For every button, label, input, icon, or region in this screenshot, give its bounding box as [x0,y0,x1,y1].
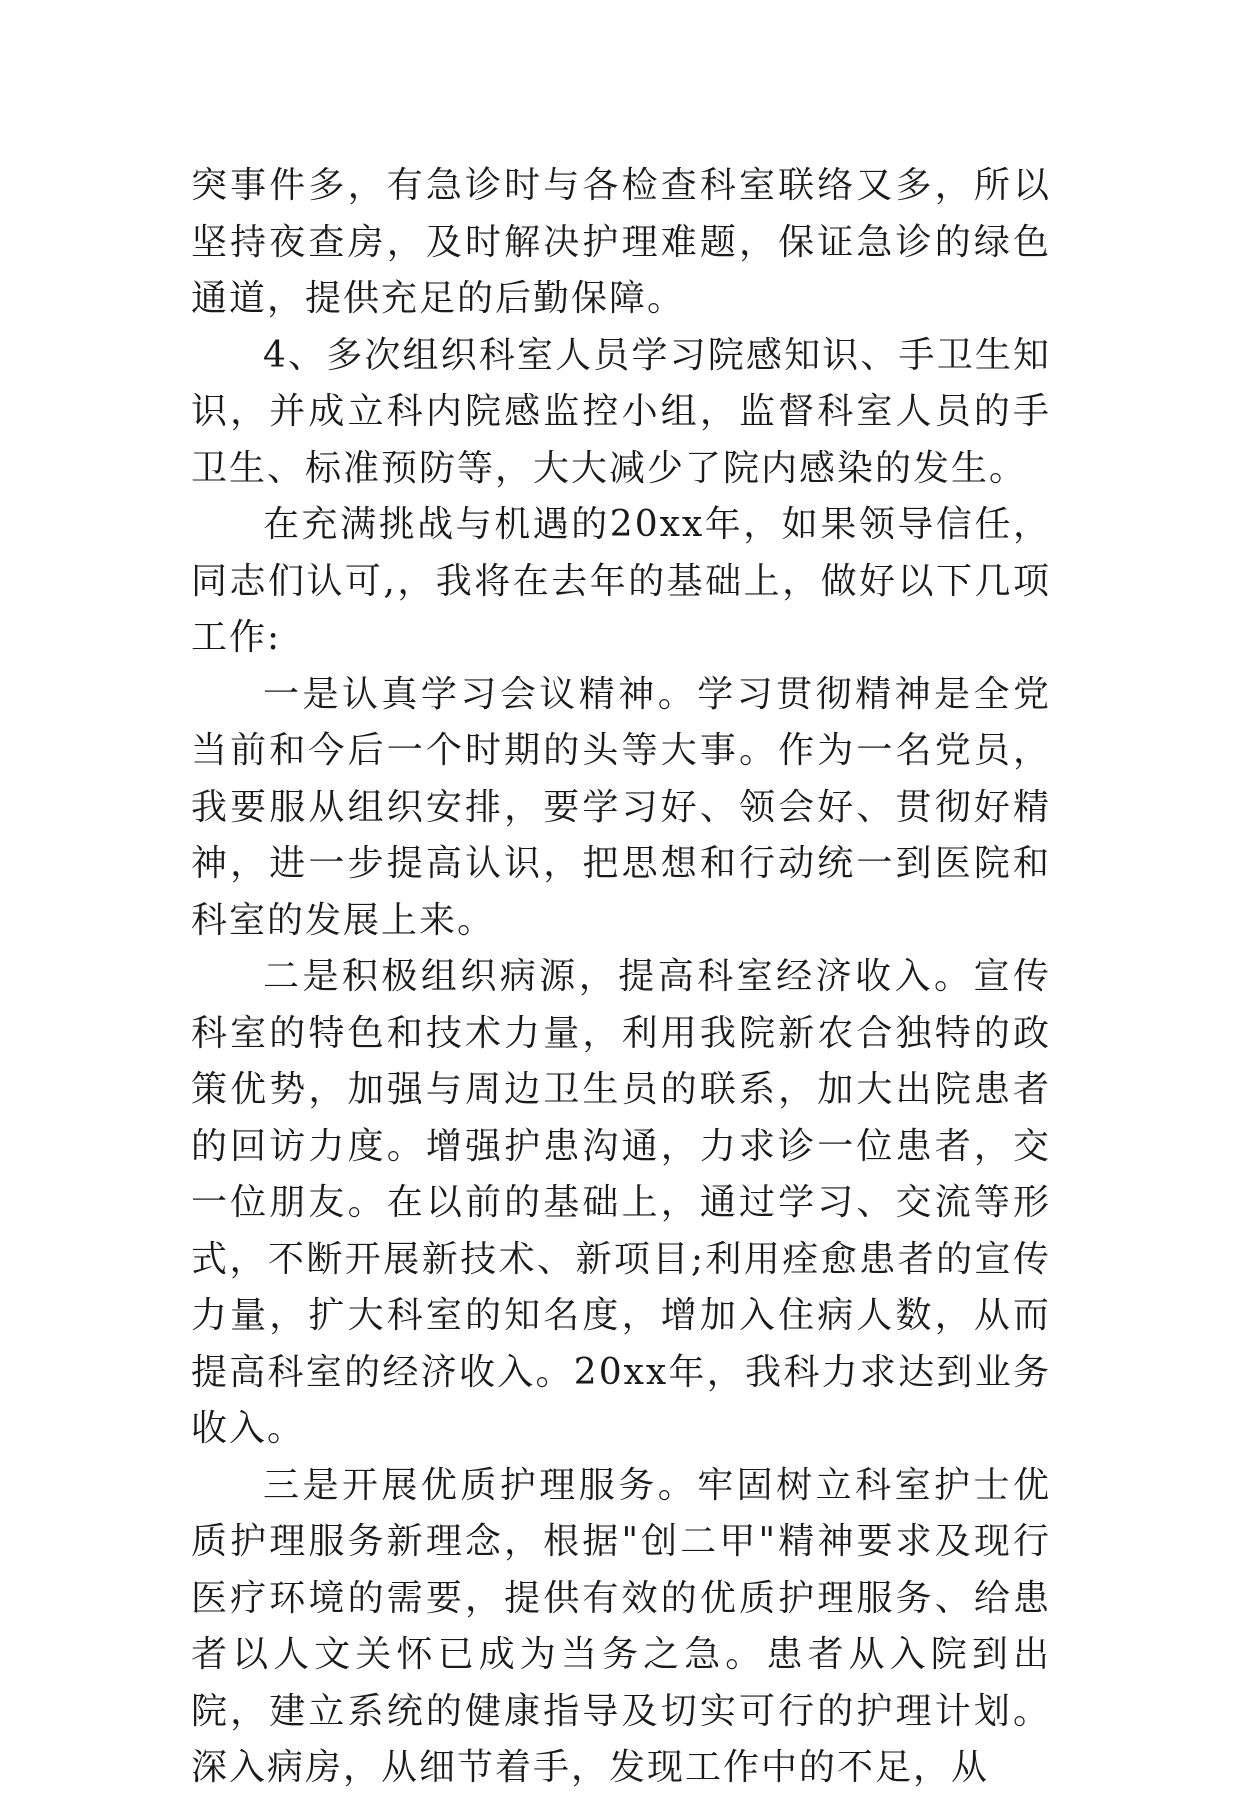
paragraph-intro-plans: 在充满挑战与机遇的20xx年，如果领导信任，同志们认可,，我将在去年的基础上，做好以下几项工作: [191,504,1051,658]
paragraph-item-4: 4、多次组织科室人员学习院感知识、手卫生知识，并成立科内院感监控小组，监督科室人员的手卫生、标准预防等，大大减少了院内感染的发生。 [191,334,1051,489]
paragraph-continuation: 突事件多，有急诊时与各检查科室联络又多，所以坚持夜查房，及时解决护理难题，保证急诊的绿色通道，提供充足的后勤保障。 [191,165,1051,319]
paragraph-plan-3: 三是开展优质护理服务。牢固树立科室护士优质护理服务新理念，根据"创二甲"精神要求及现行医疗环境的需要，提供有效的优质护理服务、给患者以人文关怀已成为当务之急。患者从入院到出院，建立系统的健康指导及切实可行的护理计划。深入病房，从细节着手，发现工作中的不足，从 [191,1464,1051,1788]
paragraph-plan-2: 二是积极组织病源，提高科室经济收入。宣传科室的特色和技术力量，利用我院新农合独特的政策优势，加强与周边卫生员的联系，加大出院患者的回访力度。增强护患沟通，力求诊一位患者，交一位朋友。在以前的基础上，通过学习、交流等形式，不断开展新技术、新项目;利用痊愈患者的宣传力量，扩大科室的知名度，增加入住病人数，从而提高科室的经济收入。20xx年，我科力求达到业务收入。 [191,956,1051,1449]
paragraph-plan-1: 一是认真学习会议精神。学习贯彻精神是全党当前和今后一个时期的头等大事。作为一名党员，我要服从组织安排，要学习好、领会好、贯彻好精神，进一步提高认识，把思想和行动统一到医院和科室的发展上来。 [191,673,1051,941]
document-body [191,158,1051,1797]
